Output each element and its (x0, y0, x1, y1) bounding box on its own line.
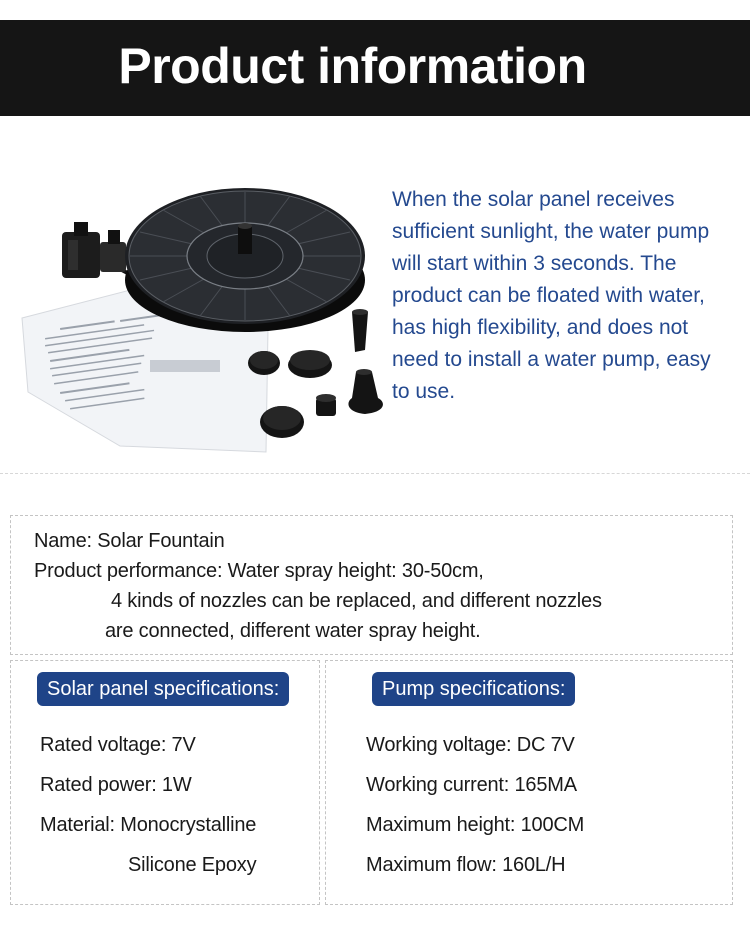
product-name: Name: Solar Fountain (34, 530, 225, 552)
description-line: When the solar panel receives (392, 188, 675, 211)
solar-rated-voltage: Rated voltage: 7V (40, 734, 196, 756)
description-line: product can be floated with water, (392, 284, 705, 307)
description-line: will start within 3 seconds. The (392, 252, 677, 275)
pump-working-voltage: Working voltage: DC 7V (366, 734, 575, 756)
description-line: need to install a water pump, easy (392, 348, 711, 371)
description-line: sufficient sunlight, the water pump (392, 220, 710, 243)
solar-material: Material: Monocrystalline (40, 814, 257, 836)
description-line: to use. (392, 380, 456, 403)
pump-spec-heading: Pump specifications: (372, 672, 575, 706)
description-line: has high flexibility, and does not (392, 316, 689, 339)
pump-maximum-height: Maximum height: 100CM (366, 814, 585, 836)
product-performance-cont: 4 kinds of nozzles can be replaced, and different nozzles (111, 590, 602, 612)
pump-working-current: Working current: 165MA (366, 774, 577, 796)
pump-maximum-flow: Maximum flow: 160L/H (366, 854, 566, 876)
solar-rated-power: Rated power: 1W (40, 774, 192, 796)
page-title: Product information (118, 38, 587, 94)
bottom-margin (0, 925, 750, 941)
top-margin (0, 0, 750, 20)
product-performance: Product performance: Water spray height: 30-50cm, (34, 560, 484, 582)
section-divider (0, 473, 750, 474)
product-performance-cont: are connected, different water spray height. (105, 620, 481, 642)
solar-fountain-panel (125, 188, 365, 332)
solar-material-cont: Silicone Epoxy (128, 854, 257, 876)
water-pump (62, 222, 126, 278)
solar-spec-heading: Solar panel specifications: (37, 672, 289, 706)
product-image (20, 170, 400, 460)
product-description (392, 184, 742, 408)
